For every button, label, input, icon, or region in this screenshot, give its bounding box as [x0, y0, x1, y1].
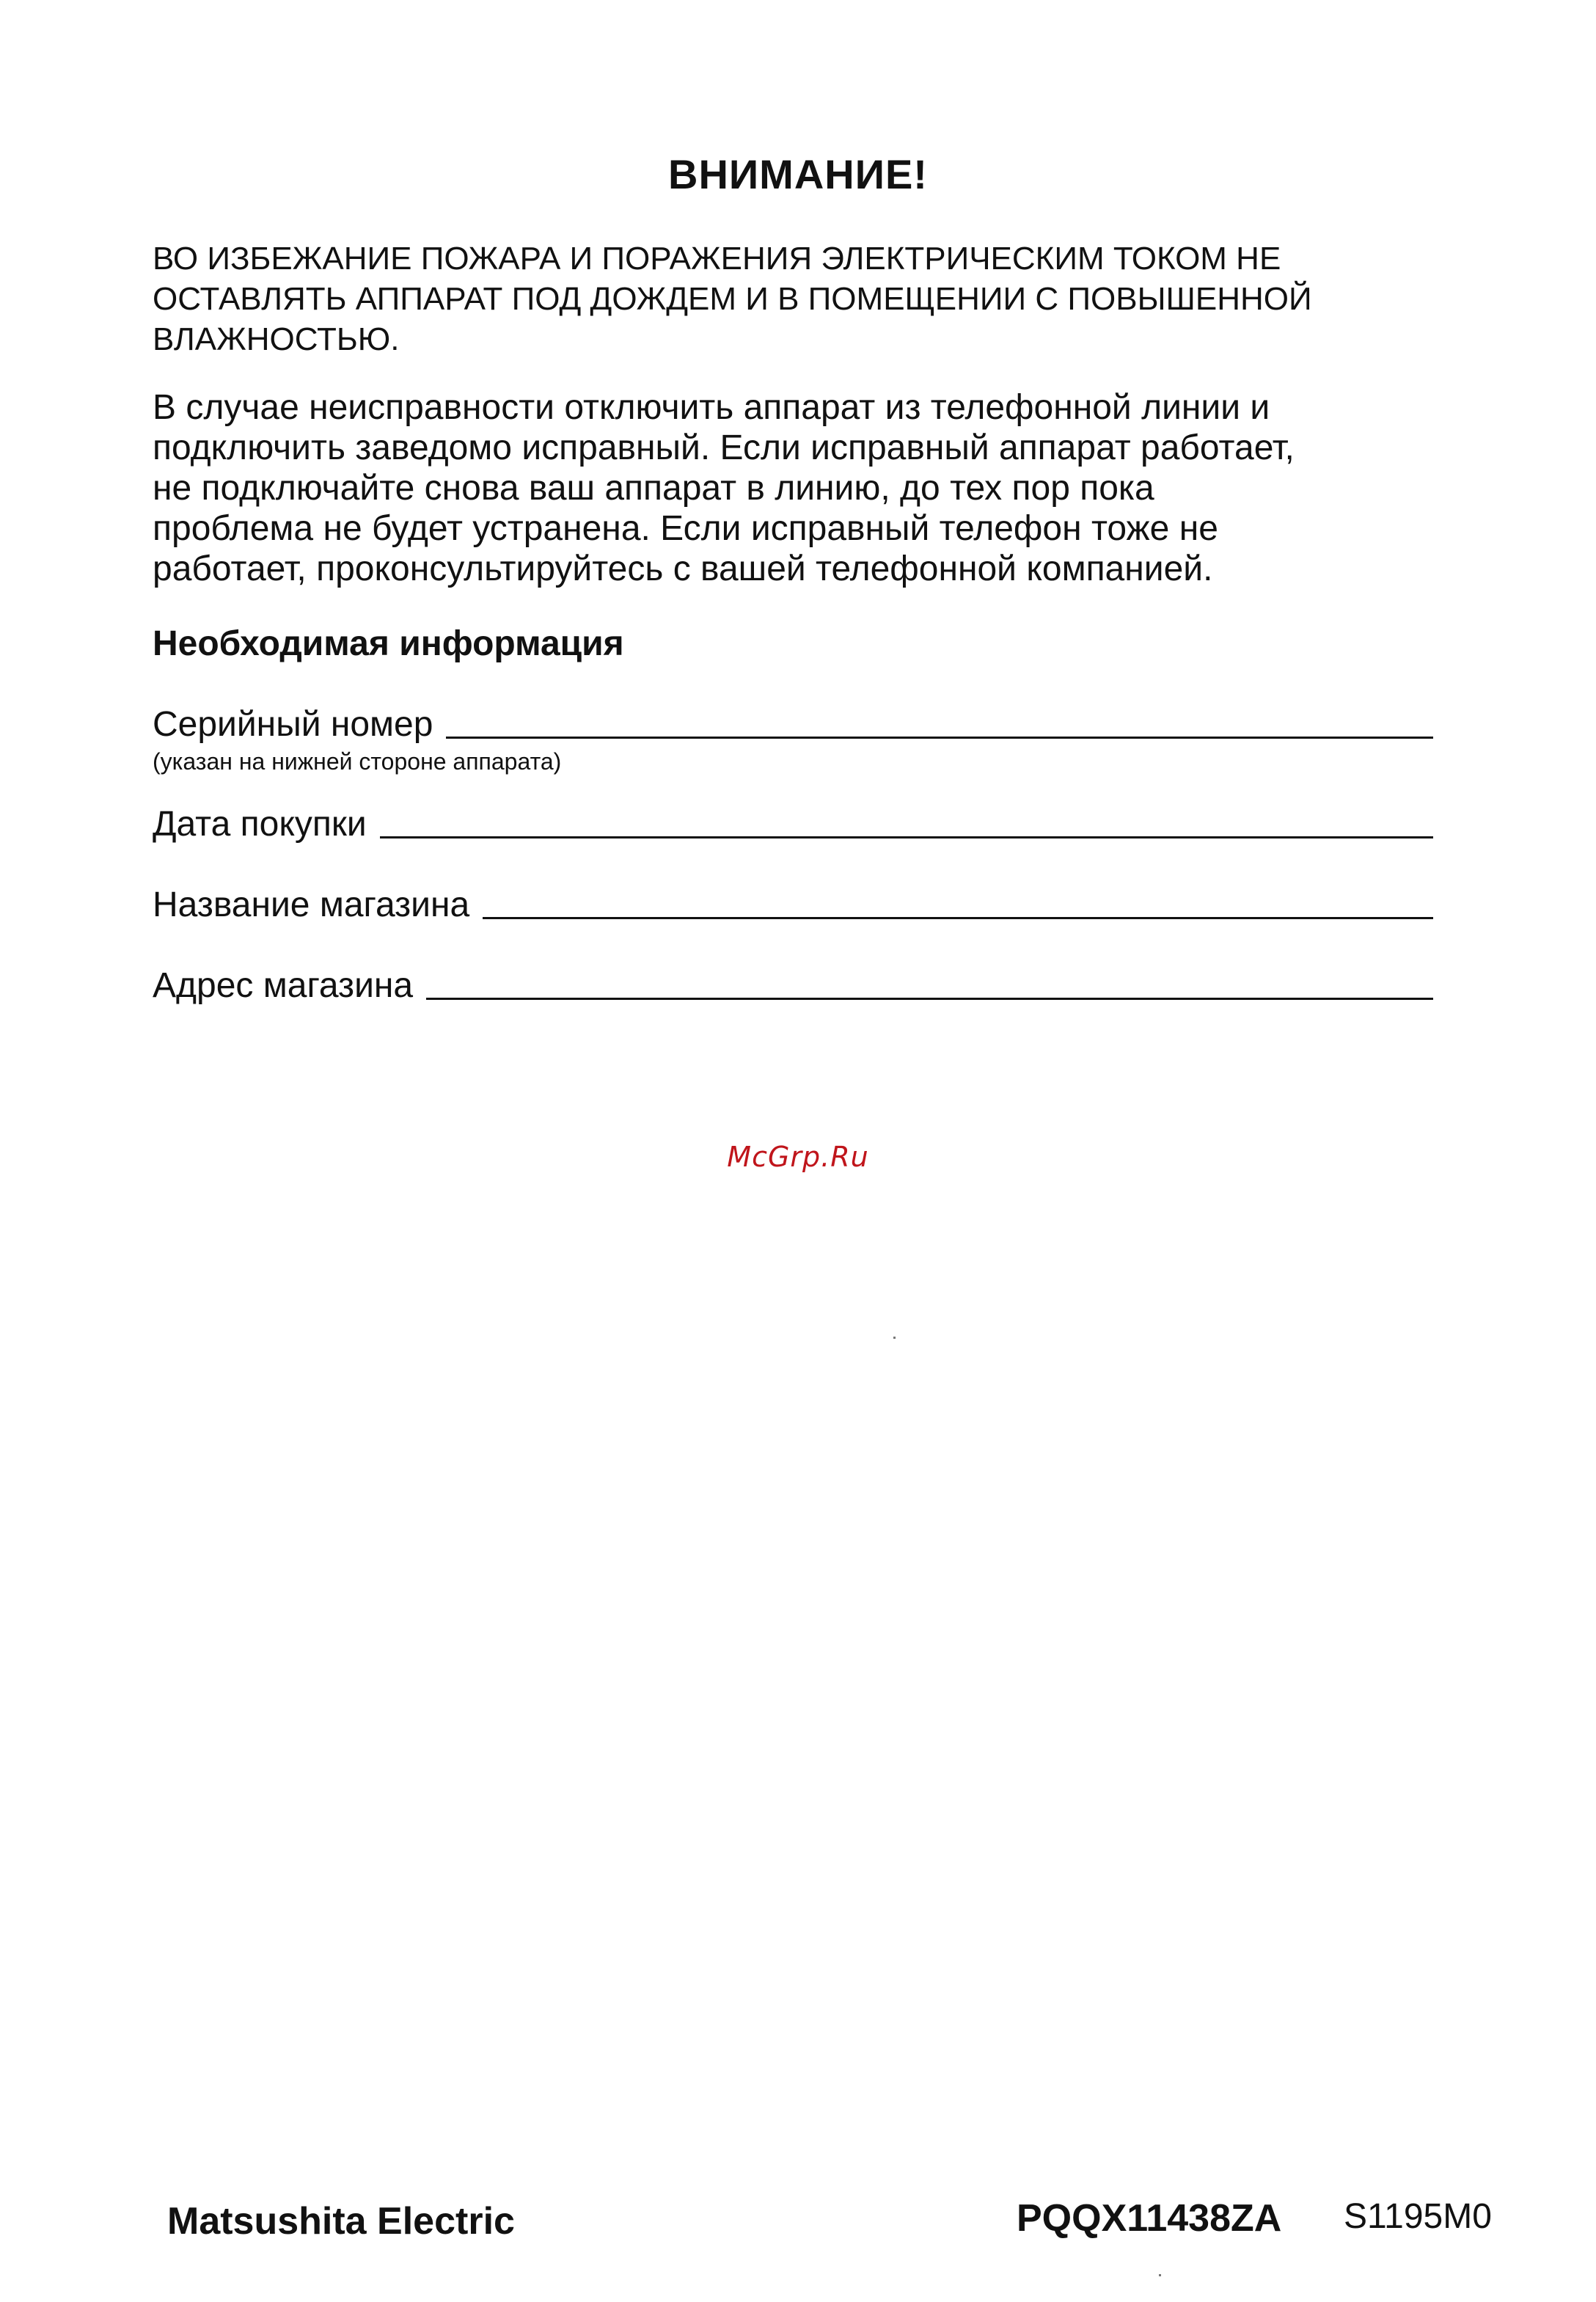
paragraph-line: В случае неисправности отключить аппарат из телефонной линии и [153, 388, 1270, 427]
store-name-blank-line [483, 917, 1433, 919]
serial-number-note: (указан на нижней стороне аппарата) [153, 748, 562, 775]
serial-number-label: Серийный номер [153, 705, 433, 744]
paragraph-line: не подключайте снова ваш аппарат в линию, до тех пор пока [153, 469, 1154, 508]
store-address-blank-line [426, 998, 1433, 1000]
store-address-field [153, 962, 1433, 1006]
malfunction-paragraph [153, 387, 1473, 589]
paragraph-line: проблема не будет устранена. Если исправный телефон тоже не [153, 509, 1218, 548]
purchase-date-field [153, 800, 1433, 844]
store-name-field [153, 881, 1433, 925]
warning-block [153, 238, 1473, 359]
warning-line: ВЛАЖНОСТЬЮ. [153, 321, 400, 357]
watermark-link[interactable]: McGrp.Ru [727, 1141, 869, 1173]
serial-number-blank-line [446, 737, 1433, 739]
scan-speck [893, 1337, 896, 1339]
section-heading: Необходимая информация [153, 624, 624, 663]
paragraph-line: подключить заведомо исправный. Если исправный аппарат работает, [153, 428, 1295, 467]
purchase-date-label: Дата покупки [153, 805, 367, 844]
page-title: ВНИМАНИЕ! [668, 151, 928, 197]
store-name-label: Название магазина [153, 885, 470, 924]
paragraph-line: работает, проконсультируйтесь с вашей телефонной компанией. [153, 549, 1213, 588]
company-name: Matsushita Electric [167, 2200, 515, 2243]
purchase-date-blank-line [380, 836, 1433, 838]
model-number: PQQX11438ZA [1017, 2197, 1282, 2240]
scan-speck [1159, 2274, 1161, 2276]
store-address-label: Адрес магазина [153, 966, 414, 1005]
serial-number-field [153, 701, 1433, 745]
warning-line: ВО ИЗБЕЖАНИЕ ПОЖАРА И ПОРАЖЕНИЯ ЭЛЕКТРИЧЕСКИМ ТОКОМ НЕ [153, 241, 1281, 277]
warning-line: ОСТАВЛЯТЬ АППАРАТ ПОД ДОЖДЕМ И В ПОМЕЩЕНИИ С ПОВЫШЕННОЙ [153, 281, 1312, 317]
document-code: S1195M0 [1344, 2197, 1492, 2236]
